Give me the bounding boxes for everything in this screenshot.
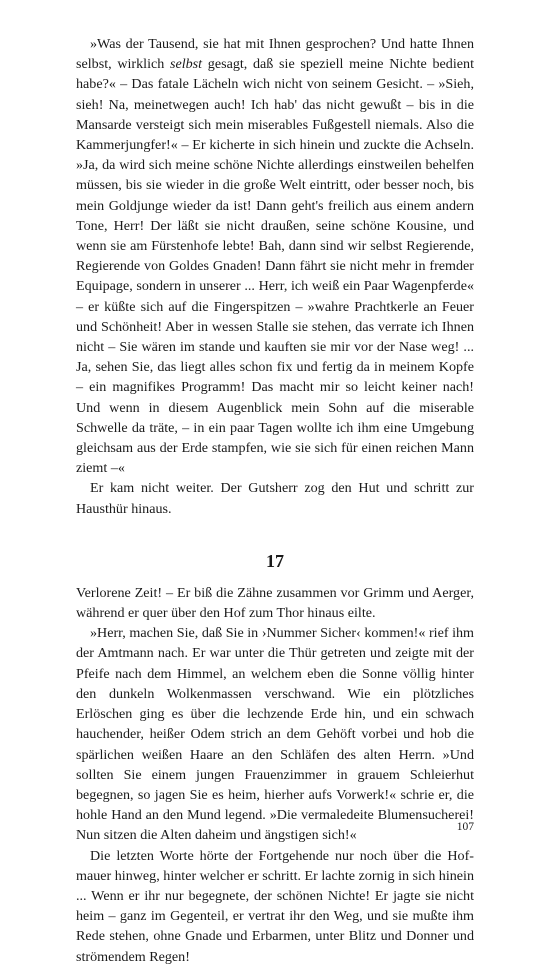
paragraph: »Was der Tausend, sie hat mit Ihnen gesprochen? Und hatte Ihnen selbst, wirklich selbst gesagt, daß sie speziell meine Nichte bedient habe?« – Das fatale Lächeln wich nicht von seinem Gesicht. – »Sieh, sieh! Na, meinetwegen auch! Ich hab' das nicht gewußt – bis in die Mansarde versteigt sich mein miserables Fußgestell niemals. Also die Kammerjungfer!« – Er kicherte in sich hinein und zuckte die Achseln. »Ja, da wird sich meine schöne Nichte allerdings einstweilen behelfen müssen, bis sie wieder in die große Welt eintritt, oder besser noch, bis mein Goldjunge wieder da ist! Dann geht's freilich aus einem andern Tone, Herr! Der läßt sie nicht draußen, seine schöne Kousine, und wenn sie am Fürstenhofe lebte! Bah, dann sind wir selbst Regierende, Regierende von Goldes Gnaden! Dann fährt sie nicht mehr in fremder Equipage, sondern in unserer ... Herr, ich weiß ein Paar Wagenpferde« – er küßte sich auf die Fingerspitzen – »wahre Prachtkerle an Feuer und Schönheit! Aber in wessen Stalle sie stehen, das verrate ich Ihnen nicht – Sie wären im stande und kauften sie mir vor der Nase weg! ... Ja, sehen Sie, das liegt alles schon fix und fertig da in meinem Kopfe – ein magnifikes Programm! Das macht mir so leicht keiner nach! Und wenn in diesem Augenblick mein Sohn auf die miserable Schwelle da träte, – in ein paar Tagen wollte ich ihm eine Umgebung gleichsam aus der Erde stampfen, wie sie sich für einen reichen Mann ziemt –«: [76, 36, 474, 477]
paragraph: Die letzten Worte hörte der Fortgehende nur noch über die Hofmauer hinweg, hinter welcher er schritt. Er lachte zornig in sich hinein ... Wenn er ihr nur begegnete, der schönen Nichte! Er jagte sie nicht heim – ganz im Gegenteil, er vertrat ihr den Weg, und sie mußte ihm Rede stehen, ohne Gnade und Erbarmen, unter Blitz und Donner und strömendem Regen!: [76, 847, 475, 965]
page-body: [76, 34, 474, 967]
paragraph: »Herr, machen Sie, daß Sie in ›Nummer Sicher‹ kommen!« rief ihm der Amtmann nach. Er war unter die Thür getreten und zeigte mit der Pfeife nach dem Himmel, an welchem eben die Sonne völlig hinter den dunkeln Wolkenmassen verschwand. Wie ein plötzliches Erlöschen ging es über die lechzende Erde hin, und ein schwach hauchender, heißer Odem strich an dem Gehöft vorbei und hob die spärlichen weißen Haare an den Schläfen des alten Herrn. »Und sollten Sie einem jungen Frauenzimmer in grauem Schleierhut begegnen, so jagen Sie es heim, hierher aufs Vorwerk!« schrie er, die hohle Hand an den Mund legend. »Die vermaledeite Blumensucherei! Nun sitzen die Alten daheim und ängstigen sich!«: [76, 625, 474, 844]
chapter-number: 17: [266, 550, 284, 571]
text-section-1: [76, 34, 474, 519]
paragraph: Er kam nicht weiter. Der Gutsherr zog den Hut und schritt zur Hausthür hinaus.: [76, 480, 474, 517]
text-section-2: [76, 583, 474, 967]
page-number: 107: [456, 821, 474, 833]
paragraph: Verlorene Zeit! – Er biß die Zähne zusammen vor Grimm und Aerger, während er quer über den Hof zum Thor hinaus eilte.: [76, 584, 474, 622]
